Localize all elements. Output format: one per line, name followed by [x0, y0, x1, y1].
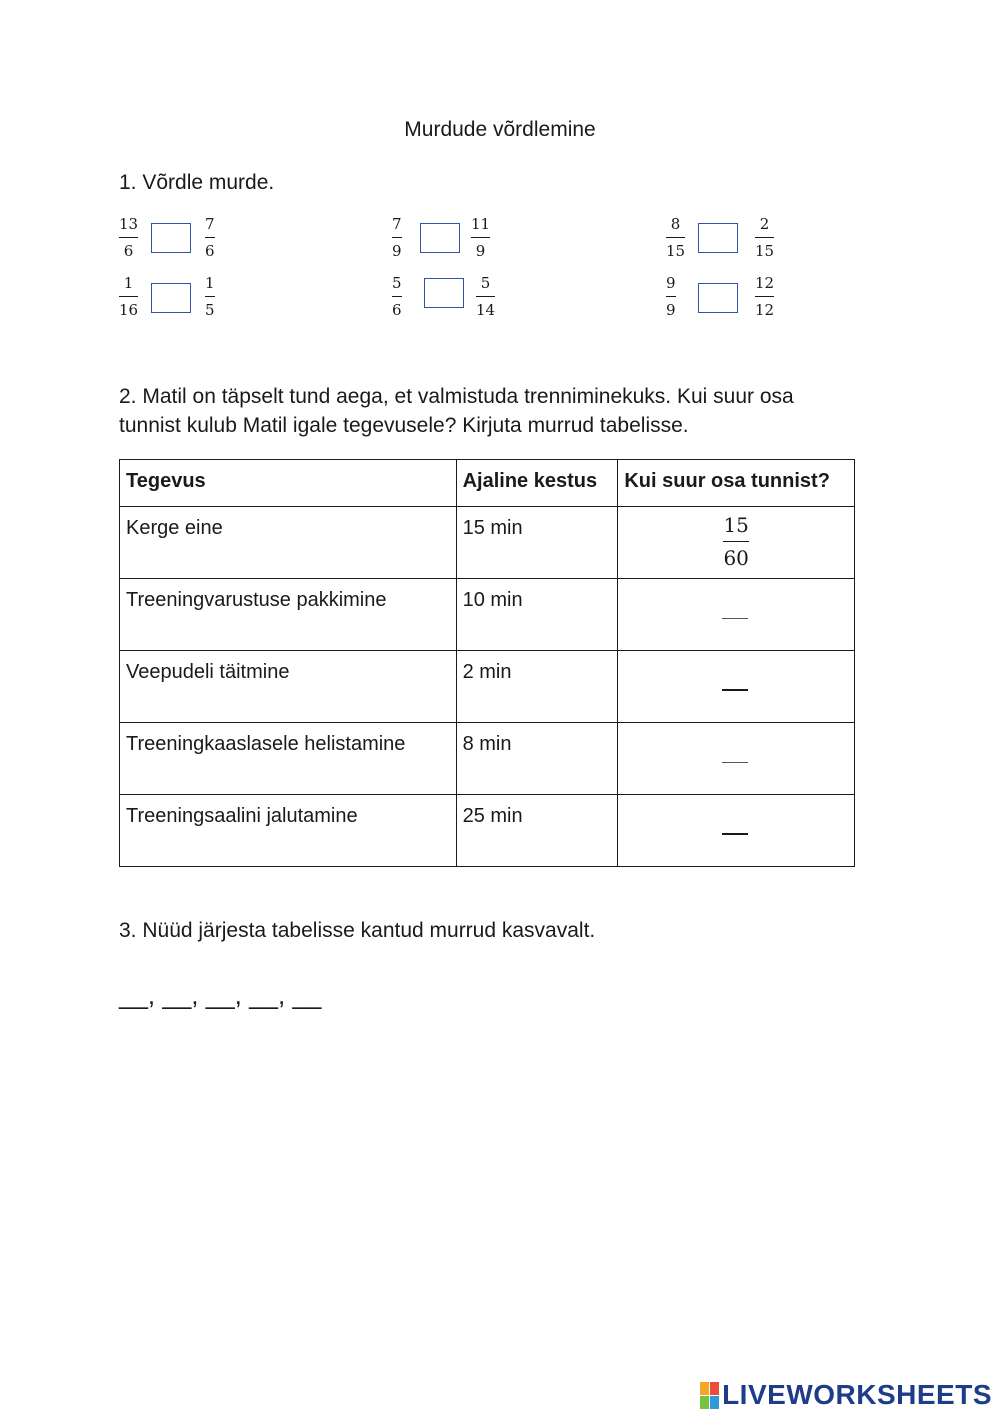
compare-box[interactable]	[151, 223, 191, 253]
duration-cell: 2 min	[456, 651, 618, 723]
compare-box[interactable]	[151, 283, 191, 313]
fraction	[392, 275, 402, 319]
answer-blank[interactable]	[722, 762, 748, 763]
fraction	[205, 216, 215, 260]
header-fraction: Kui suur osa tunnist?	[618, 460, 855, 507]
denominator: 6	[123, 242, 134, 260]
fraction	[119, 275, 138, 319]
order-answer-blanks[interactable]: __, __, __, __, __	[119, 980, 322, 1010]
numerator: 7	[392, 215, 402, 233]
table-row	[120, 651, 855, 723]
fraction-cell[interactable]	[618, 795, 855, 867]
question-2-line: tunnist kulub Matil igale tegevusele? Kirjuta murrud tabelisse.	[119, 414, 689, 437]
duration-cell: 10 min	[456, 579, 618, 651]
logo-icon	[700, 1382, 719, 1409]
table-row	[120, 507, 855, 579]
denominator: 15	[755, 242, 775, 260]
denominator: 9	[666, 301, 676, 319]
liveworksheets-logo	[700, 1379, 992, 1411]
denominator: 6	[205, 242, 215, 260]
activity-cell: Veepudeli täitmine	[120, 651, 457, 723]
fraction-cell[interactable]	[618, 651, 855, 723]
table-row	[120, 723, 855, 795]
question-3-text: 3. Nüüd järjesta tabelisse kantud murrud kasvavalt.	[119, 919, 596, 942]
fraction	[666, 216, 685, 260]
fraction	[392, 216, 402, 260]
activity-table	[119, 459, 855, 867]
activity-cell: Treeningvarustuse pakkimine	[120, 579, 457, 651]
compare-box[interactable]	[420, 223, 460, 253]
numerator: 8	[670, 215, 681, 233]
question-2-line: 2. Matil on täpselt tund aega, et valmistuda trenniminekuks. Kui suur osa	[119, 385, 794, 408]
table-header-row	[120, 460, 855, 507]
question-2-text	[119, 382, 794, 440]
answer-blank[interactable]	[722, 833, 748, 835]
numerator: 11	[471, 215, 491, 233]
denominator: 9	[392, 242, 402, 260]
duration-cell: 8 min	[456, 723, 618, 795]
logo-text: LIVEWORKSHEETS	[722, 1379, 992, 1410]
answer-fraction	[618, 513, 854, 570]
denominator: 14	[476, 301, 496, 319]
activity-cell: Treeningsaalini jalutamine	[120, 795, 457, 867]
fraction	[205, 275, 215, 319]
activity-cell: Treeningkaaslasele helistamine	[120, 723, 457, 795]
denominator: 6	[392, 301, 402, 319]
numerator: 12	[755, 274, 775, 292]
duration-cell: 15 min	[456, 507, 618, 579]
header-activity: Tegevus	[120, 460, 457, 507]
compare-box[interactable]	[698, 223, 738, 253]
fraction	[119, 216, 138, 260]
denominator: 15	[666, 242, 686, 260]
table-row	[120, 579, 855, 651]
denominator: 60	[723, 546, 749, 570]
numerator: 1	[205, 274, 215, 292]
fraction	[666, 275, 676, 319]
header-duration: Ajaline kestus	[456, 460, 618, 507]
fraction-cell	[618, 507, 855, 579]
compare-box[interactable]	[698, 283, 738, 313]
numerator: 15	[723, 513, 749, 537]
fraction	[476, 275, 495, 319]
numerator: 2	[759, 215, 770, 233]
fraction	[471, 216, 490, 260]
answer-blank[interactable]	[722, 618, 748, 619]
denominator: 16	[119, 301, 139, 319]
fraction-cell[interactable]	[618, 723, 855, 795]
question-1-text: 1. Võrdle murde.	[119, 171, 275, 194]
table-row	[120, 795, 855, 867]
answer-blank[interactable]	[722, 689, 748, 691]
numerator: 5	[480, 274, 491, 292]
activity-cell: Kerge eine	[120, 507, 457, 579]
fraction	[755, 216, 774, 260]
denominator: 5	[205, 301, 215, 319]
fraction	[755, 275, 774, 319]
compare-box[interactable]	[424, 278, 464, 308]
duration-cell: 25 min	[456, 795, 618, 867]
denominator: 9	[475, 242, 486, 260]
numerator: 9	[666, 274, 676, 292]
numerator: 1	[123, 274, 134, 292]
numerator: 13	[119, 215, 139, 233]
fraction-cell[interactable]	[618, 579, 855, 651]
denominator: 12	[755, 301, 775, 319]
numerator: 5	[392, 274, 402, 292]
numerator: 7	[205, 215, 215, 233]
page-title: Murdude võrdlemine	[404, 118, 596, 141]
